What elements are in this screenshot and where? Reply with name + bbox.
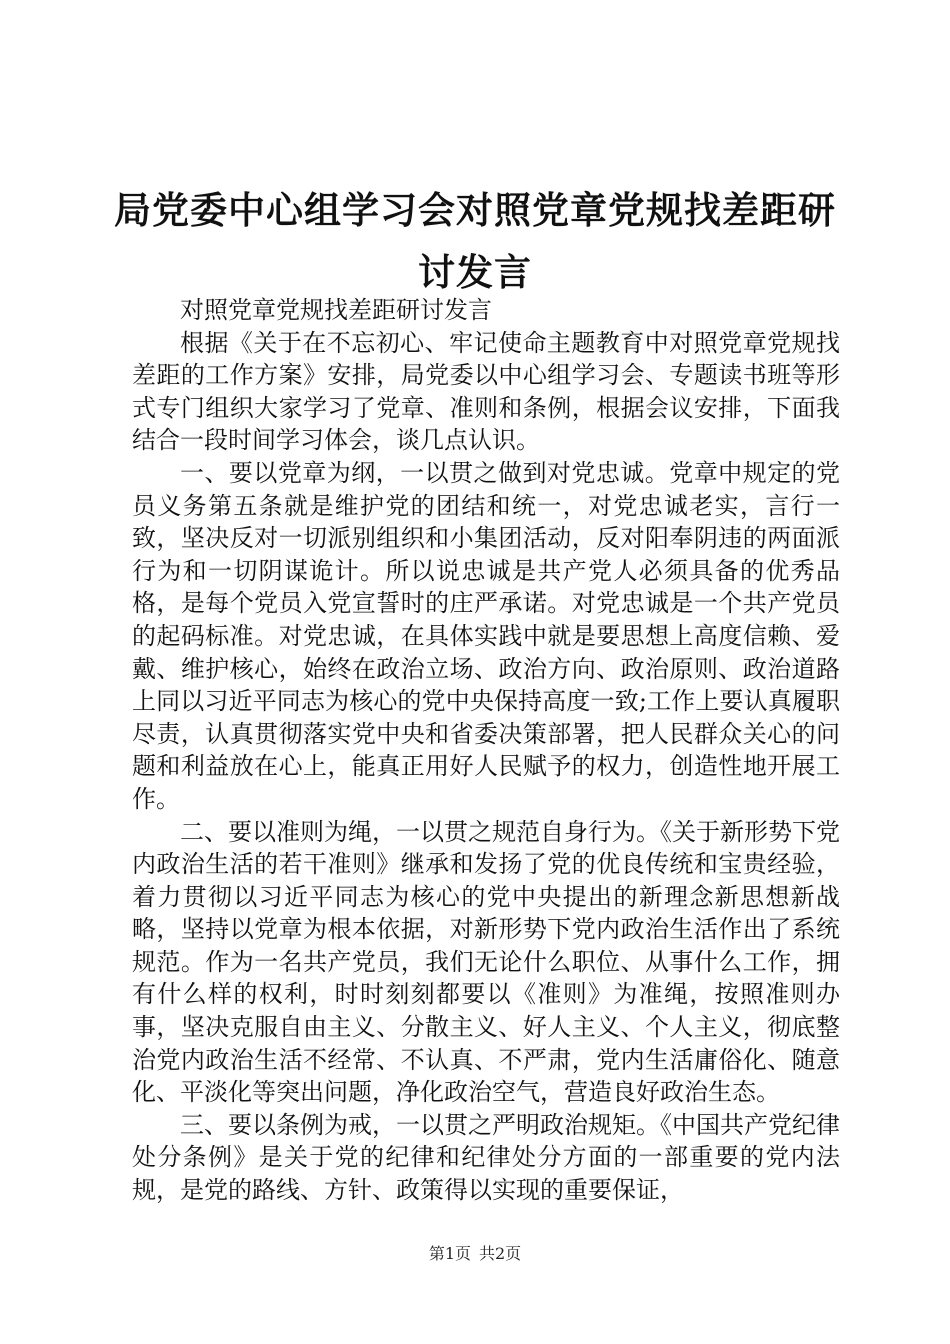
intro-paragraph: 根据《关于在不忘初心、牢记使命主题教育中对照党章党规找差距的工作方案》安排，局党委以中心组学习会、专题读书班等形式专门组织大家学习了党章、准则和条例，根据会议安排，下面我结合一段时间学习体会，谈几点认识。 [132, 328, 840, 455]
page-total: 共2页 [479, 1244, 522, 1263]
subtitle-paragraph: 对照党章党规找差距研讨发言 [180, 296, 492, 324]
document-title: 局党委中心组学习会对照党章党规找差距研讨发言 [114, 189, 836, 294]
page-number: 第1页 [428, 1244, 471, 1263]
document-body [132, 294, 840, 1207]
section-one-paragraph: 一、要以党章为纲，一以贯之做到对党忠诚。党章中规定的党员义务第五条就是维护党的团结和统一，对党忠诚老实，言行一致，坚决反对一切派别组织和小集团活动，反对阳奉阴违的两面派行为和一切阴谋诡计。所以说忠诚是共产党人必须具备的优秀品格，是每个党员入党宣誓时的庄严承诺。对党忠诚是一个共产党员的起码标准。对党忠诚，在具体实践中就是要思想上高度信赖、爱戴、维护核心，始终在政治立场、政治方向、政治原则、政治道路上同以习近平同志为核心的党中央保持高度一致;工作上要认真履职尽责，认真贯彻落实党中央和省委决策部署，把人民群众关心的问题和利益放在心上，能真正用好人民赋予的权力，创造性地开展工作。 [132, 458, 840, 813]
section-two-paragraph: 二、要以准则为绳，一以贯之规范自身行为。《关于新形势下党内政治生活的若干准则》继承和发扬了党的优良传统和宝贵经验，着力贯彻以习近平同志为核心的党中央提出的新理念新思想新战略，坚持以党章为根本依据，对新形势下党内政治生活作出了系统规范。作为一名共产党员，我们无论什么职位、从事什么工作，拥有什么样的权利，时时刻刻都要以《准则》为准绳，按照准则办事，坚决克服自由主义、分散主义、好人主义、个人主义，彻底整治党内政治生活不经常、不认真、不严肃，党内生活庸俗化、随意化、平淡化等突出问题，净化政治空气，营造良好政治生态。 [132, 817, 840, 1107]
page-footer [0, 1244, 950, 1264]
section-three-paragraph: 三、要以条例为戒，一以贯之严明政治规矩。《中国共产党纪律处分条例》是关于党的纪律和纪律处分方面的一部重要的党内法规，是党的路线、方针、政策得以实现的重要保证， [132, 1110, 840, 1205]
